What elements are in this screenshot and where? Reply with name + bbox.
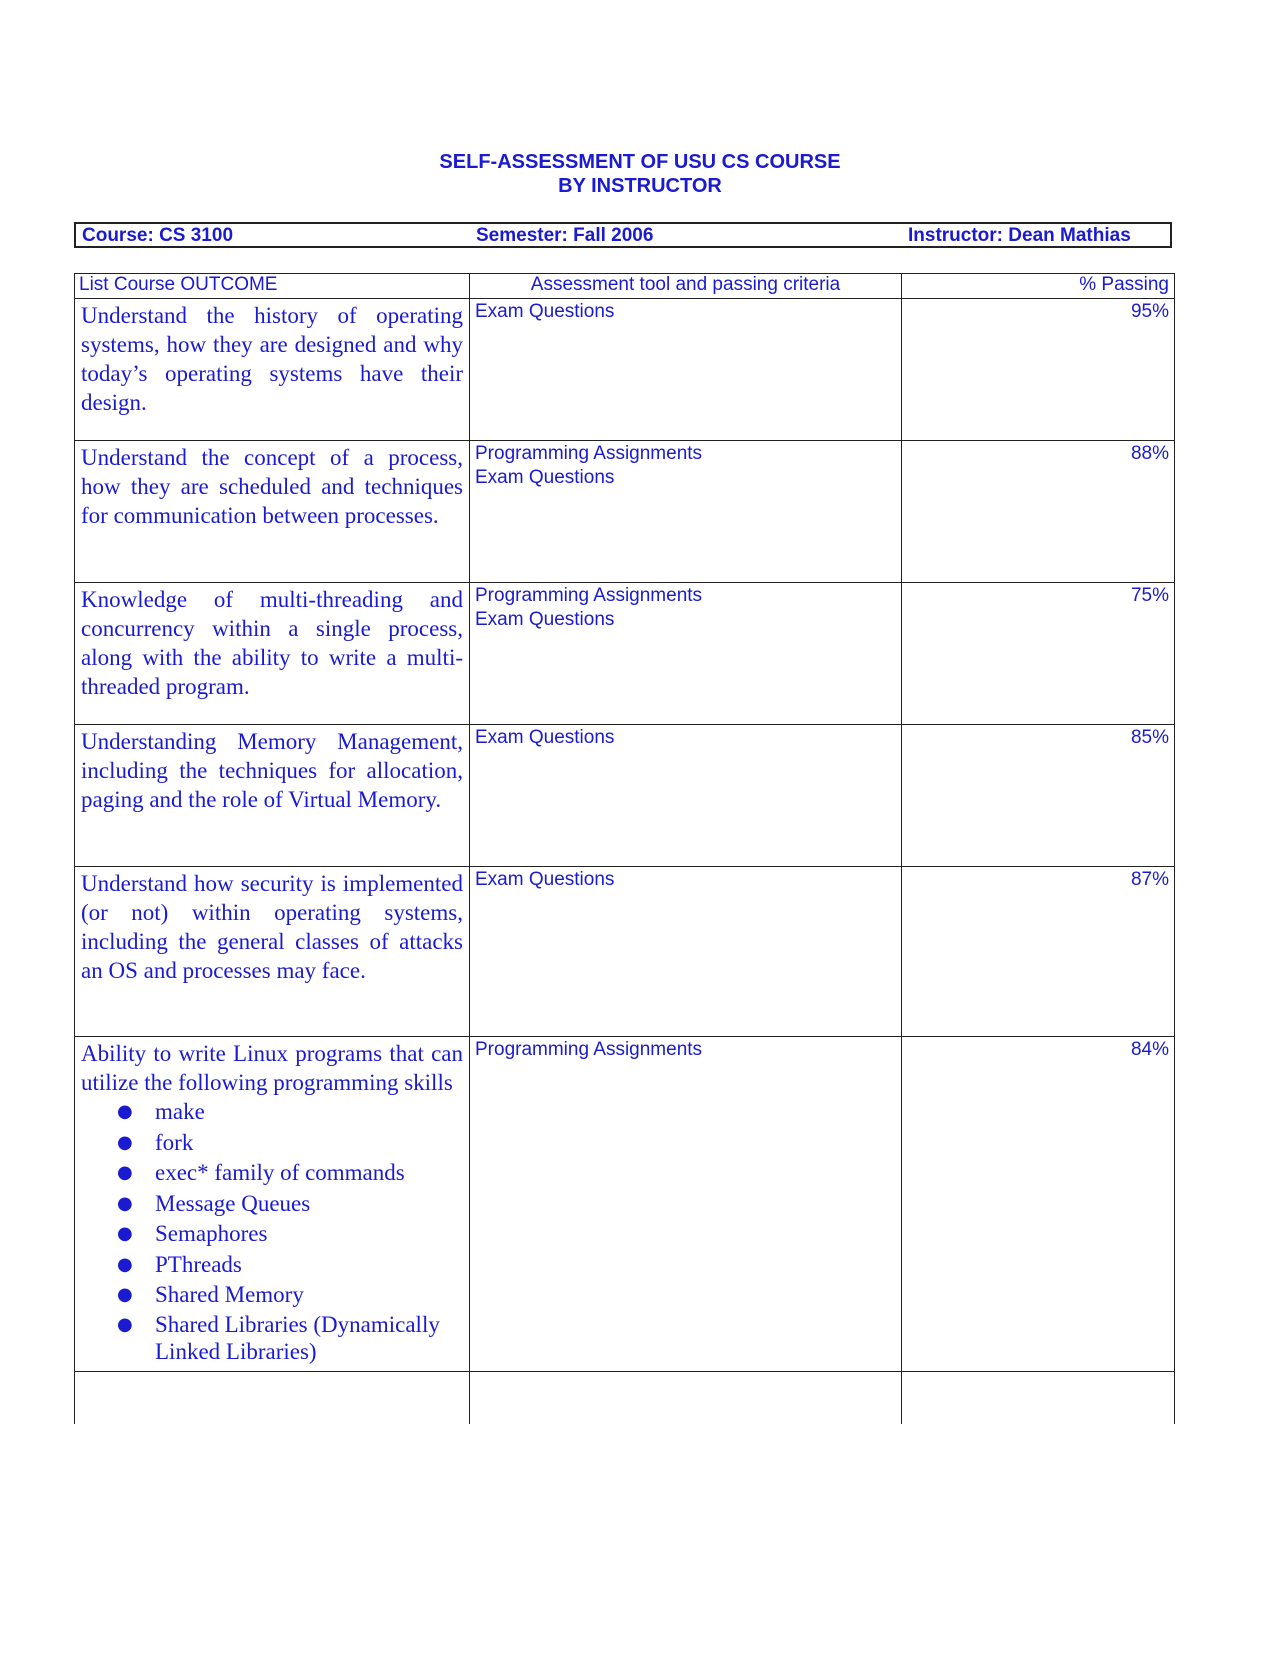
column-header-passing: % Passing xyxy=(902,274,1175,299)
instructor-label: Instructor: Dean Mathias xyxy=(908,225,1131,246)
course-info-bar xyxy=(74,222,1172,248)
bullet-icon: ● xyxy=(117,1313,133,1335)
table-row xyxy=(75,867,1175,1037)
assessment-cell xyxy=(470,867,902,1037)
bullet-icon: ● xyxy=(117,1284,133,1305)
list-item: ● exec* family of commands xyxy=(155,1158,463,1189)
page-subtitle: BY INSTRUCTOR xyxy=(558,175,722,197)
bullet-icon: ● xyxy=(117,1192,133,1214)
assessment-cell xyxy=(470,1037,902,1372)
list-item: ● PThreads xyxy=(155,1250,463,1281)
assessment-tool: Exam Questions xyxy=(475,869,615,890)
assessment-cell xyxy=(470,441,902,583)
outcome-text: Ability to write Linux programs that can utilize the following programming skills xyxy=(81,1041,463,1095)
assessment-tool: Exam Questions xyxy=(475,727,615,748)
empty-cell xyxy=(75,1371,470,1424)
list-item: ● make xyxy=(155,1097,463,1128)
assessment-tool: Exam Questions xyxy=(475,609,615,630)
assessment-cell xyxy=(470,583,902,725)
outcome-cell: Knowledge of multi-threading and concurrency within a single process, along with the ability to write a multi-threaded program. xyxy=(75,583,470,725)
passing-cell: 87% xyxy=(902,867,1175,1037)
assessment-tool: Programming Assignments xyxy=(475,443,703,464)
outcome-cell: Understand the history of operating systems, how they are designed and why today’s operating systems have their design. xyxy=(75,299,470,441)
bullet-icon: ● xyxy=(117,1162,133,1183)
outcome-cell: Understand the concept of a process, how they are scheduled and techniques for communication between processes. xyxy=(75,441,470,583)
list-item: ● Shared Memory xyxy=(155,1280,463,1311)
list-item: ● Shared Libraries (Dynamically Linked Libraries) xyxy=(117,1311,440,1364)
table-row xyxy=(75,441,1175,583)
bullet-icon: ● xyxy=(117,1131,133,1153)
table-row-empty xyxy=(75,1371,1175,1424)
skills-list xyxy=(81,1097,463,1365)
passing-cell: 85% xyxy=(902,725,1175,867)
outcome-cell: Understand how security is implemented (or not) within operating systems, including the general classes of attacks an OS and processes may face. xyxy=(75,867,470,1037)
outcome-cell: Understanding Memory Management, including the techniques for allocation, paging and the role of Virtual Memory. xyxy=(75,725,470,867)
course-label: Course: CS 3100 xyxy=(82,225,234,246)
bullet-icon: ● xyxy=(117,1253,133,1275)
list-item: ● Message Queues xyxy=(155,1189,463,1220)
passing-cell: 88% xyxy=(902,441,1175,583)
column-header-outcome: List Course OUTCOME xyxy=(75,274,470,299)
outcomes-table xyxy=(74,273,1175,1424)
bullet-icon: ● xyxy=(117,1223,133,1244)
assessment-cell xyxy=(470,299,902,441)
page-title: SELF-ASSESSMENT OF USU CS COURSE xyxy=(439,151,841,173)
bullet-icon: ● xyxy=(117,1101,133,1122)
empty-cell xyxy=(470,1371,902,1424)
table-header-row xyxy=(75,274,1175,299)
table-row xyxy=(75,725,1175,867)
assessment-tool: Programming Assignments xyxy=(475,585,703,606)
assessment-tool: Exam Questions xyxy=(475,301,615,322)
column-header-assessment: Assessment tool and passing criteria xyxy=(470,274,902,299)
outcome-cell xyxy=(75,1037,470,1372)
passing-cell: 95% xyxy=(902,299,1175,441)
list-item: ● Semaphores xyxy=(155,1219,463,1250)
assessment-tool: Exam Questions xyxy=(475,467,615,488)
table-row xyxy=(75,299,1175,441)
list-item: ● fork xyxy=(155,1128,463,1159)
empty-cell xyxy=(902,1371,1175,1424)
assessment-cell xyxy=(470,725,902,867)
passing-cell: 75% xyxy=(902,583,1175,725)
passing-cell: 84% xyxy=(902,1037,1175,1372)
assessment-tool: Programming Assignments xyxy=(475,1039,703,1060)
semester-label: Semester: Fall 2006 xyxy=(476,225,654,246)
table-row xyxy=(75,583,1175,725)
table-row xyxy=(75,1037,1175,1372)
